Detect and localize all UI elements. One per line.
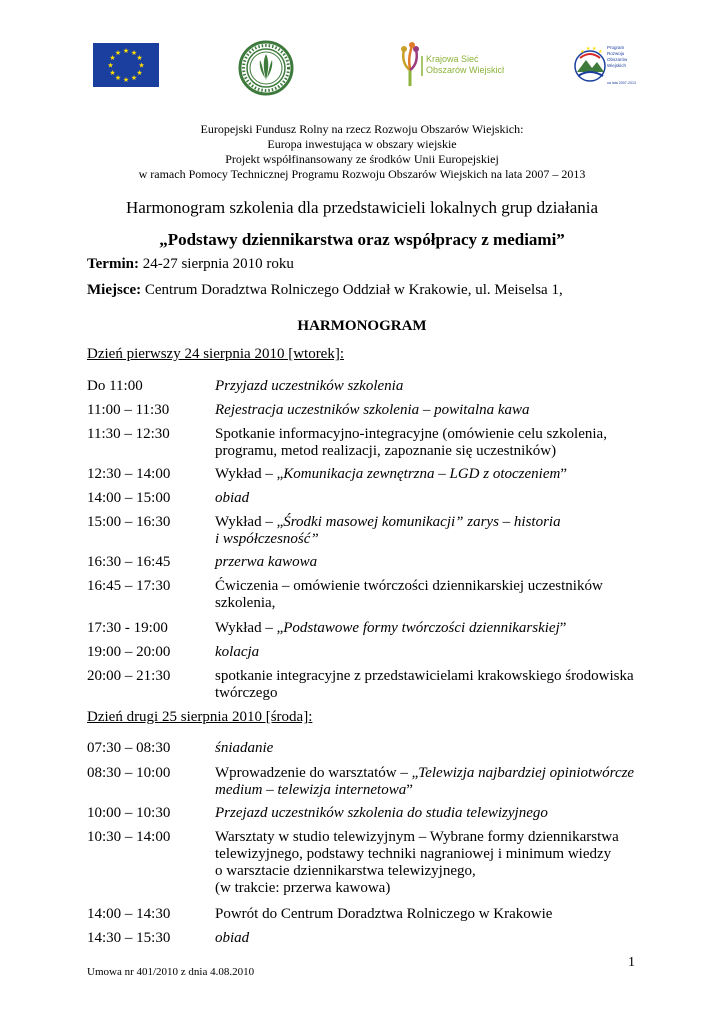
row-desc-topic-cont: medium – telewizja internetowa	[215, 782, 407, 798]
svg-text:★: ★	[598, 49, 603, 55]
row-desc-topic-cont: i współczesność”	[215, 531, 319, 547]
prow-line2: Rozwoju	[607, 51, 625, 56]
day1-heading: Dzień pierwszy 24 sierpnia 2010 [wtorek]:	[87, 346, 345, 362]
row-desc: śniadanie	[215, 740, 274, 756]
row-desc	[215, 466, 635, 483]
miejsce-value: Centrum Doradztwa Rolniczego Oddział w Krakowie, ul. Meiselsa 1,	[141, 282, 563, 298]
day2-heading: Dzień drugi 25 sierpnia 2010 [środa]:	[87, 709, 313, 725]
footer-contract: Umowa nr 401/2010 z dnia 4.08.2010	[87, 966, 255, 978]
row-desc-topic: Środki masowej komunikacji” zarys – historia	[283, 514, 561, 530]
header-line-1: Europejski Fundusz Rolny na rzecz Rozwoju Obszarów Wiejskich:	[200, 122, 524, 136]
row-desc-topic: Podstawowe formy twórczości dziennikarskiej	[283, 620, 560, 636]
document-subtitle: „Podstawy dziennikarstwa oraz współpracy z mediami”	[159, 230, 565, 249]
row-desc-line: programu, metod realizacji, zapoznanie się uczestników)	[215, 443, 557, 459]
row-time: 12:30 – 14:00	[87, 466, 171, 482]
row-time: 07:30 – 08:30	[87, 740, 171, 756]
row-desc	[215, 620, 635, 637]
funding-header	[0, 122, 724, 182]
svg-text:★: ★	[130, 74, 138, 82]
svg-text:★: ★	[109, 54, 116, 62]
ksow-line2: Obszarów Wiejskich	[426, 65, 504, 75]
row-desc: Przejazd uczestników szkolenia do studia telewizyjnego	[215, 805, 548, 821]
row-time: 19:00 – 20:00	[87, 644, 171, 660]
svg-text:★: ★	[586, 46, 591, 52]
miejsce-label: Miejsce:	[87, 282, 142, 298]
row-desc	[215, 668, 635, 702]
svg-text:★: ★	[114, 74, 122, 82]
row-desc-line: spotkanie integracyjne z przedstawicielami krakowskiego środowiska	[215, 668, 634, 684]
row-desc-suffix: ”	[406, 782, 413, 798]
row-desc-line: Spotkanie informacyjno-integracyjne (omówienie celu szkolenia,	[215, 426, 607, 442]
row-time: 17:30 - 19:00	[87, 620, 168, 636]
row-desc	[215, 829, 635, 897]
row-desc-prefix: Wykład – „	[215, 620, 284, 636]
document-title: Harmonogram szkolenia dla przedstawicieli lokalnych grup działania	[125, 198, 599, 217]
svg-text:★: ★	[122, 76, 130, 84]
svg-text:★: ★	[592, 46, 597, 52]
row-desc	[215, 765, 635, 799]
page-number: 1	[628, 955, 635, 970]
row-time: 08:30 – 10:00	[87, 765, 171, 781]
ministry-seal-logo	[238, 40, 294, 101]
header-line-3: Projekt współfinansowany ze środków Unii Europejskiej	[225, 152, 499, 166]
row-desc-prefix: Wykład – „	[215, 466, 284, 482]
miejsce-line	[87, 282, 563, 299]
row-desc: przerwa kawowa	[215, 554, 318, 570]
row-desc: Powrót do Centrum Doradztwa Rolniczego w Krakowie	[215, 906, 553, 922]
row-desc-prefix: Wprowadzenie do warsztatów – „	[215, 765, 419, 781]
row-time: 11:30 – 12:30	[87, 426, 170, 442]
ksow-line1: Krajowa Sieć	[426, 54, 479, 64]
row-desc-topic: Komunikacja zewnętrzna – LGD z otoczeniem	[283, 466, 561, 482]
row-time: 16:45 – 17:30	[87, 578, 171, 594]
row-desc	[215, 426, 635, 460]
row-desc	[215, 578, 635, 612]
row-time: 14:00 – 14:30	[87, 906, 171, 922]
svg-text:★: ★	[136, 54, 143, 62]
prow-line3: Obszarów	[607, 57, 628, 62]
row-desc	[215, 514, 635, 548]
row-desc-prefix: Wykład – „	[215, 514, 284, 530]
svg-text:★: ★	[136, 69, 143, 77]
eu-flag-logo	[93, 43, 159, 87]
logo-bar	[88, 40, 638, 100]
row-time: Do 11:00	[87, 378, 143, 394]
row-time: 20:00 – 21:30	[87, 668, 171, 684]
row-desc: obiad	[215, 930, 250, 946]
termin-line	[87, 256, 294, 273]
row-time: 14:30 – 15:30	[87, 930, 171, 946]
svg-text:★: ★	[580, 49, 585, 55]
svg-text:★: ★	[130, 49, 138, 57]
termin-value: 24-27 sierpnia 2010 roku	[138, 256, 294, 272]
row-desc-line: Warsztaty w studio telewizyjnym – Wybrane formy dziennikarstwa	[215, 829, 619, 845]
row-desc: kolacja	[215, 644, 260, 660]
prow-line4: Wiejskich	[607, 63, 627, 68]
termin-label: Termin:	[87, 256, 139, 272]
header-line-4: w ramach Pomocy Technicznej Programu Rozwoju Obszarów Wiejskich na lata 2007 – 2013	[138, 167, 586, 181]
row-desc-suffix: ”	[559, 620, 567, 636]
prow-logo	[572, 42, 636, 93]
row-desc-line: o warsztacie dziennikarstwa telewizyjnego,	[215, 863, 476, 879]
header-line-2: Europa inwestująca w obszary wiejskie	[267, 137, 457, 151]
row-desc-line: Ćwiczenia – omówienie twórczości dziennikarskiej uczestników	[215, 578, 603, 594]
svg-text:★: ★	[122, 47, 130, 55]
row-time: 14:00 – 15:00	[87, 490, 171, 506]
row-time: 10:30 – 14:00	[87, 829, 171, 845]
row-desc: Rejestracja uczestników szkolenia – powitalna kawa	[215, 402, 530, 418]
row-desc-line: szkolenia,	[215, 595, 276, 611]
row-desc: obiad	[215, 490, 250, 506]
prow-line1: Program	[607, 45, 625, 50]
row-time: 16:30 – 16:45	[87, 554, 171, 570]
harmonogram-heading: HARMONOGRAM	[297, 318, 427, 334]
row-desc-suffix: ”	[560, 466, 567, 482]
row-desc-line: telewizyjnego, podstawy techniki nagraniowej i minimum wiedzy	[215, 846, 612, 862]
svg-text:★: ★	[114, 49, 122, 57]
svg-text:★: ★	[138, 61, 145, 70]
row-desc: Przyjazd uczestników szkolenia	[215, 378, 404, 394]
row-time: 11:00 – 11:30	[87, 402, 170, 418]
prow-line5: na lata 2007-2013	[607, 81, 636, 85]
row-desc-line: (w trakcie: przerwa kawowa)	[215, 880, 391, 896]
row-desc-line: twórczego	[215, 685, 278, 701]
svg-text:★: ★	[109, 69, 116, 77]
row-time: 10:00 – 10:30	[87, 805, 171, 821]
row-time: 15:00 – 16:30	[87, 514, 171, 530]
ksow-logo	[394, 42, 504, 93]
row-desc-topic: Telewizja najbardziej opiniotwórcze	[418, 765, 635, 781]
svg-text:★: ★	[107, 61, 114, 70]
